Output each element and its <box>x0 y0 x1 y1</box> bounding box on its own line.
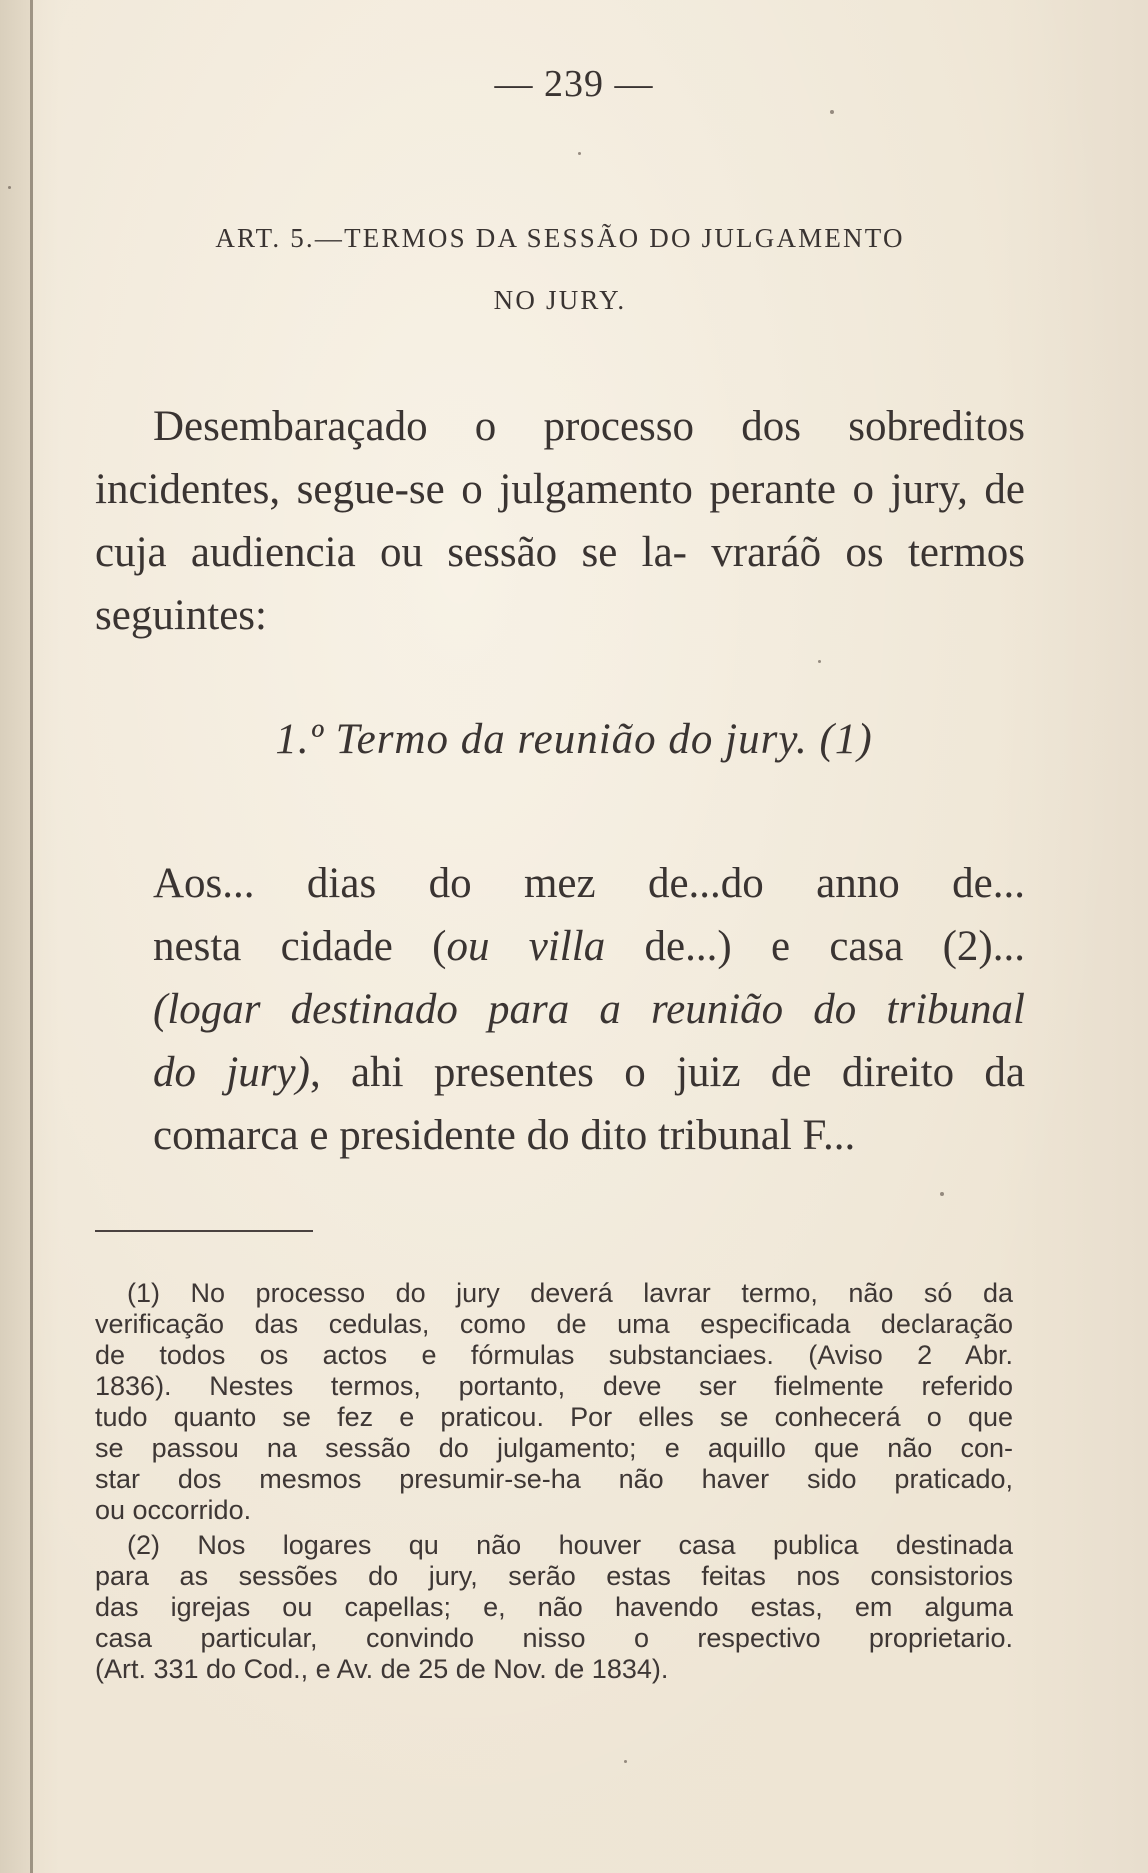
term-subheading: 1.º Termo da reunião do jury. (1) <box>275 716 873 763</box>
footnote-line: 1836). Nestes termos, portanto, deve ser fielmente referido <box>95 1371 1013 1401</box>
binding-shadow <box>0 0 30 1873</box>
paragraph-term-line-4: do jury), ahi presentes o juiz de direito da <box>153 1049 1025 1096</box>
footnote-line: para as sessões do jury, serão estas feitas nos consistorios <box>95 1561 1013 1591</box>
footnote-line: ou occorrido. <box>95 1495 252 1525</box>
footnote-line: de todos os actos e fórmulas substanciaes. (Aviso 2 Abr. <box>95 1340 1013 1370</box>
footnote-line: das igrejas ou capellas; e, não havendo estas, em alguma <box>95 1592 1013 1622</box>
footnote-line: verificação das cedulas, como de uma especificada declaração <box>95 1309 1013 1339</box>
italic-phrase: ou villa <box>446 923 606 970</box>
footnote-line: (1) No processo do jury deverá lavrar termo, não só da <box>127 1278 1013 1308</box>
footnote-line: (2) Nos logares qu não houver casa publica destinada <box>127 1530 1013 1560</box>
binding-edge <box>30 0 33 1873</box>
paragraph-term-line-5: comarca e presidente do dito tribunal F... <box>153 1112 856 1159</box>
footnote-line: casa particular, convindo nisso o respectivo proprietario. <box>95 1623 1013 1653</box>
footnote-1 <box>95 1278 1013 1526</box>
paragraph-term <box>95 852 1025 1167</box>
footnote-2 <box>95 1530 1013 1685</box>
italic-phrase: (logar destinado para a reunião do tribunal <box>153 986 1025 1033</box>
paper-speck <box>578 152 581 155</box>
page-number: — 239 — <box>494 63 654 105</box>
paragraph-intro-line: jury, de cuja audiencia ou sessão se la- <box>95 466 1026 576</box>
section-heading-line-2: NO JURY. <box>493 285 627 315</box>
paragraph-intro-line: vraráõ os termos seguintes: <box>95 529 1026 639</box>
paragraph-term-line-2: nesta cidade (ou villa de...) e casa (2)... <box>153 923 1026 970</box>
footnote-line: tudo quanto se fez e praticou. Por elles se conhecerá o que <box>95 1402 1013 1432</box>
footnote-line: star dos mesmos presumir-se-ha não haver sido praticado, <box>95 1464 1013 1494</box>
paragraph-intro-line: incidentes, segue-se o julgamento perante o <box>95 466 875 513</box>
footnote-line: (Art. 331 do Cod., e Av. de 25 de Nov. de 1834). <box>95 1654 669 1684</box>
paragraph-intro-line: Desembaraçado o processo dos sobreditos <box>153 403 1025 450</box>
footnote-divider <box>95 1230 313 1232</box>
paper-speck <box>624 1760 627 1763</box>
section-heading-line-1: ART. 5.—TERMOS DA SESSÃO DO JULGAMENTO <box>215 223 905 253</box>
italic-phrase: do jury) <box>153 1049 310 1096</box>
paragraph-term-line-1: Aos... dias do mez de...do anno de... <box>153 860 1025 907</box>
paper-speck <box>8 186 11 189</box>
paragraph-term-line-3 <box>95 978 1025 1041</box>
paper-speck <box>830 110 834 114</box>
footnote-line: se passou na sessão do julgamento; e aquillo que não con- <box>95 1433 1013 1463</box>
paper-speck <box>818 660 821 663</box>
paragraph-intro <box>95 395 1025 647</box>
paper-speck <box>940 1192 944 1196</box>
